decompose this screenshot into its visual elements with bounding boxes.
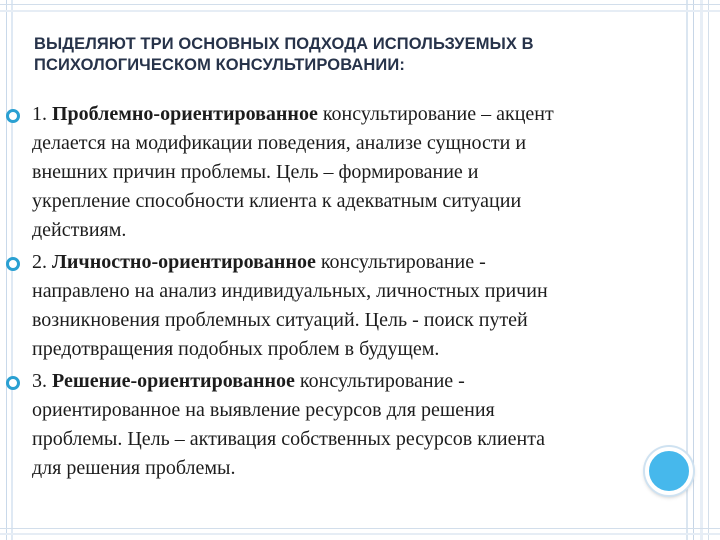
item-line: для решения проблемы. — [32, 457, 236, 479]
item-first-line — [32, 367, 672, 396]
item-first-rest: консультирование – акцент — [317, 103, 554, 125]
slide-title — [34, 34, 654, 76]
item-line: направлено на анализ индивидуальных, личностных причин — [32, 280, 548, 302]
decorative-circle-icon — [645, 447, 693, 495]
bullet-ring-icon — [6, 376, 20, 390]
item-line: предотвращения подобных проблем в будущем. — [32, 338, 440, 360]
frame-line-right-3 — [700, 0, 703, 540]
item-term: Решение-ориентированное — [52, 370, 295, 392]
frame-line-top-2 — [0, 10, 720, 12]
frame-line-top-1 — [0, 4, 720, 5]
frame-line-bottom-1 — [0, 528, 720, 529]
item-number: 2. — [32, 251, 47, 273]
list-item-problem-oriented — [32, 100, 672, 245]
item-first-line — [32, 100, 672, 129]
item-term: Личностно-ориентированное — [52, 251, 316, 273]
frame-line-left-1 — [6, 0, 7, 540]
frame-line-right-4 — [708, 0, 709, 540]
item-first-line — [32, 248, 672, 277]
slide-title-line-1: ВЫДЕЛЯЮТ ТРИ ОСНОВНЫХ ПОДХОДА ИСПОЛЬЗУЕМЫХ В — [34, 35, 534, 53]
frame-line-bottom-2 — [0, 533, 720, 535]
slide-title-line-2: ПСИХОЛОГИЧЕСКОМ КОНСУЛЬТИРОВАНИИ: — [34, 56, 405, 74]
item-line: делается на модификации поведения, анализе сущности и — [32, 132, 527, 154]
approaches-list — [32, 100, 672, 486]
item-line: внешних причин проблемы. Цель – формирование и — [32, 161, 479, 183]
list-item-person-oriented — [32, 248, 672, 364]
item-line: действиям. — [32, 219, 127, 241]
item-line: укрепление способности клиента к адекватным ситуации — [32, 190, 522, 212]
frame-line-right-2 — [693, 0, 694, 540]
item-term: Проблемно-ориентированное — [52, 103, 318, 125]
item-first-rest: консультирование - — [315, 251, 486, 273]
bullet-ring-icon — [6, 109, 20, 123]
item-number: 1. — [32, 103, 47, 125]
item-line: ориентированное на выявление ресурсов для решения — [32, 399, 495, 421]
item-line: возникновения проблемных ситуаций. Цель - поиск путей — [32, 309, 528, 331]
item-first-rest: консультирование - — [294, 370, 465, 392]
bullet-ring-icon — [6, 257, 20, 271]
item-number: 3. — [32, 370, 47, 392]
item-line: проблемы. Цель – активация собственных ресурсов клиента — [32, 428, 546, 450]
list-item-solution-oriented — [32, 367, 672, 483]
